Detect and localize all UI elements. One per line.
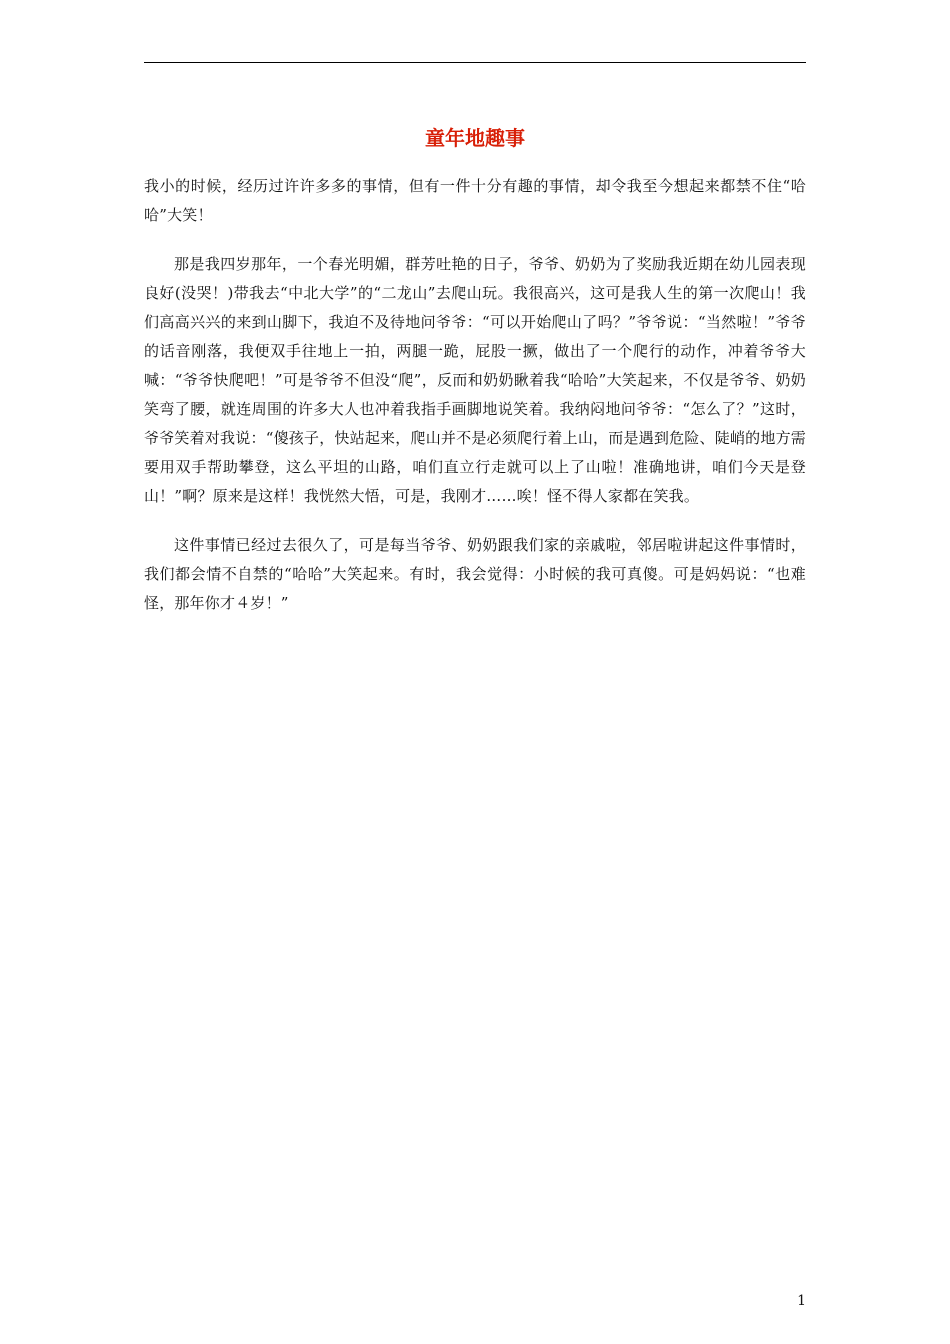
document-body (144, 172, 806, 638)
page-number: 1 (797, 1293, 806, 1309)
header-rule (144, 62, 806, 63)
paragraph-story: 那是我四岁那年，一个春光明媚，群芳吐艳的日子，爷爷、奶奶为了奖励我近期在幼儿园表现良好(没哭！)带我去“中北大学”的“二龙山”去爬山玩。我很高兴，这可是我人生的第一次爬山！我们高高兴兴的来到山脚下，我迫不及待地问爷爷：“可以开始爬山了吗？”爷爷说：“当然啦！”爷爷的话音刚落，我便双手往地上一拍，两腿一跪，屁股一撅，做出了一个爬行的动作，冲着爷爷大喊：“爷爷快爬吧！”可是爷爷不但没“爬”，反而和奶奶瞅着我“哈哈”大笑起来，不仅是爷爷、奶奶笑弯了腰，就连周围的许多大人也冲着我指手画脚地说笑着。我纳闷地问爷爷：“怎么了？”这时，爷爷笑着对我说：“傻孩子，快站起来，爬山并不是必须爬行着上山，而是遇到危险、陡峭的地方需要用双手帮助攀登，这么平坦的山路，咱们直立行走就可以上了山啦！准确地讲，咱们今天是登山！”啊？原来是这样！我恍然大悟，可是，我刚才……唉！怪不得人家都在笑我。 (144, 255, 806, 505)
paragraph-ending: 这件事情已经过去很久了，可是每当爷爷、奶奶跟我们家的亲戚啦，邻居啦讲起这件事情时，我们都会情不自禁的“哈哈”大笑起来。有时，我会觉得：小时候的我可真傻。可是妈妈说：“也难怪，那年你才４岁！” (144, 536, 806, 612)
document-title: 童年地趣事 (425, 126, 525, 150)
paragraph-intro: 我小的时候，经历过许许多多的事情，但有一件十分有趣的事情，却令我至今想起来都禁不住“哈哈”大笑！ (144, 177, 806, 224)
